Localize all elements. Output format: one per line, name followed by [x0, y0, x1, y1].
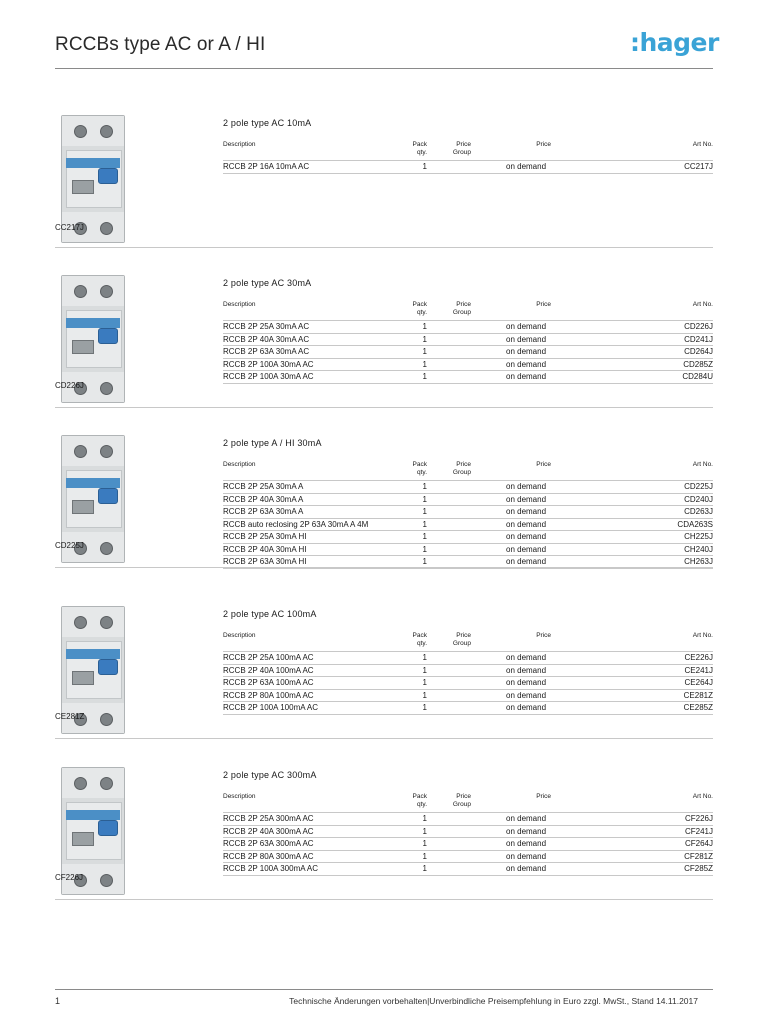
row-price: on demand	[506, 826, 547, 836]
table-header	[223, 631, 713, 652]
row-description: RCCB 2P 100A 30mA AC	[223, 372, 314, 381]
header-price-group: Price Group	[452, 141, 471, 156]
device-label-strip	[66, 649, 120, 659]
header-description: Description	[223, 632, 256, 639]
terminal-screw-icon	[100, 222, 113, 235]
product-image-caption: CD226J	[55, 381, 84, 390]
row-art-no: CD264J	[684, 347, 713, 356]
row-description: RCCB 2P 63A 100mA AC	[223, 678, 314, 687]
header-rule	[55, 68, 713, 69]
product-image-caption: CE281Z	[55, 712, 85, 721]
terminal-screw-icon	[74, 445, 87, 458]
terminal-screw-icon	[100, 445, 113, 458]
header-art-no: Art No.	[692, 632, 713, 639]
terminal-screw-icon	[100, 542, 113, 555]
product-section	[55, 740, 713, 900]
row-price: on demand	[506, 359, 547, 369]
header-price-group: Price Group	[452, 301, 471, 316]
table-header	[223, 460, 713, 481]
terminal-screw-icon	[100, 285, 113, 298]
header-price: Price	[536, 632, 551, 639]
table-row	[223, 544, 713, 557]
row-price: on demand	[506, 851, 547, 861]
table-row	[223, 838, 713, 851]
row-price: on demand	[506, 653, 547, 662]
product-section	[55, 248, 713, 408]
row-pack-qty: 1	[422, 557, 427, 566]
product-table	[223, 792, 713, 876]
section-separator	[55, 738, 713, 739]
table-row	[223, 494, 713, 507]
terminal-screw-icon	[100, 713, 113, 726]
row-pack-qty: 1	[422, 482, 427, 491]
product-section	[55, 408, 713, 568]
row-pack-qty: 1	[422, 814, 427, 823]
header-price: Price	[536, 141, 551, 148]
test-button-icon	[98, 659, 118, 675]
row-pack-qty: 1	[422, 665, 427, 675]
row-art-no: CE241J	[684, 665, 713, 675]
row-price: on demand	[506, 347, 547, 356]
footer-rule	[55, 989, 713, 990]
row-price: on demand	[506, 322, 547, 331]
row-art-no: CF241J	[684, 826, 713, 836]
row-price: on demand	[506, 814, 547, 823]
section-separator	[55, 899, 713, 900]
terminal-screw-icon	[74, 616, 87, 629]
product-image-caption: CC217J	[55, 223, 84, 232]
header-price: Price	[536, 301, 551, 308]
row-art-no: CE285Z	[683, 703, 713, 712]
product-table	[223, 460, 713, 569]
table-row	[223, 321, 713, 334]
row-description: RCCB 2P 40A 30mA A	[223, 494, 304, 504]
row-pack-qty: 1	[422, 162, 427, 171]
row-art-no: CD225J	[684, 482, 713, 491]
table-row	[223, 690, 713, 703]
row-description: RCCB 2P 63A 300mA AC	[223, 839, 314, 848]
row-art-no: CE226J	[684, 653, 713, 662]
product-image-caption: CF226J	[55, 873, 84, 882]
row-art-no: CDA263S	[677, 519, 713, 529]
header-description: Description	[223, 301, 256, 308]
device-top-band	[62, 607, 124, 637]
header-price: Price	[536, 461, 551, 468]
row-description: RCCB 2P 25A 300mA AC	[223, 814, 314, 823]
table-row	[223, 702, 713, 715]
section-title: 2 pole type AC 300mA	[223, 770, 317, 780]
row-pack-qty: 1	[422, 544, 427, 554]
row-pack-qty: 1	[422, 322, 427, 331]
row-price: on demand	[506, 482, 547, 491]
section-separator	[55, 567, 713, 568]
header-pack-qty: Pack qty.	[412, 461, 427, 476]
row-pack-qty: 1	[422, 494, 427, 504]
product-table	[223, 631, 713, 715]
test-button-icon	[98, 328, 118, 344]
product-image-caption: CD225J	[55, 541, 84, 550]
terminal-screw-icon	[100, 874, 113, 887]
table-row	[223, 851, 713, 864]
hager-logo: :hager	[630, 28, 719, 57]
terminal-screw-icon	[100, 382, 113, 395]
device-top-band	[62, 276, 124, 306]
header-art-no: Art No.	[692, 301, 713, 308]
table-row	[223, 359, 713, 372]
product-section	[55, 579, 713, 739]
row-art-no: CF281Z	[684, 851, 713, 861]
row-description: RCCB 2P 25A 30mA A	[223, 482, 304, 491]
table-header	[223, 792, 713, 813]
header-art-no: Art No.	[692, 141, 713, 148]
device-label-strip	[66, 478, 120, 488]
header-description: Description	[223, 461, 256, 468]
row-art-no: CD263J	[684, 507, 713, 516]
switch-lever-icon	[72, 340, 94, 354]
terminal-screw-icon	[100, 125, 113, 138]
row-price: on demand	[506, 839, 547, 848]
row-price: on demand	[506, 507, 547, 516]
header-price-group: Price Group	[452, 793, 471, 808]
header-art-no: Art No.	[692, 461, 713, 468]
product-section	[55, 88, 713, 248]
section-title: 2 pole type AC 30mA	[223, 278, 312, 288]
row-art-no: CD241J	[684, 334, 713, 344]
header-description: Description	[223, 793, 256, 800]
row-art-no: CF285Z	[684, 864, 713, 873]
table-row	[223, 346, 713, 359]
header-pack-qty: Pack qty.	[412, 793, 427, 808]
row-pack-qty: 1	[422, 690, 427, 700]
footer-note: Technische Änderungen vorbehalten|Unverbindliche Preisempfehlung in Euro zzgl. MwSt., Stand 14.11.2017	[289, 996, 698, 1006]
row-price: on demand	[506, 703, 547, 712]
device-top-band	[62, 768, 124, 798]
row-art-no: CE264J	[684, 678, 713, 687]
row-description: RCCB 2P 80A 100mA AC	[223, 690, 314, 700]
row-description: RCCB 2P 100A 100mA AC	[223, 703, 319, 712]
switch-lever-icon	[72, 671, 94, 685]
row-pack-qty: 1	[422, 678, 427, 687]
row-price: on demand	[506, 557, 547, 566]
terminal-screw-icon	[74, 285, 87, 298]
row-description: RCCB 2P 40A 300mA AC	[223, 826, 314, 836]
row-pack-qty: 1	[422, 372, 427, 381]
header-price-group: Price Group	[452, 632, 471, 647]
row-pack-qty: 1	[422, 703, 427, 712]
row-price: on demand	[506, 532, 547, 541]
header-pack-qty: Pack qty.	[412, 632, 427, 647]
row-description: RCCB 2P 25A 30mA AC	[223, 322, 310, 331]
section-title: 2 pole type A / HI 30mA	[223, 438, 322, 448]
test-button-icon	[98, 820, 118, 836]
row-art-no: CD240J	[684, 494, 713, 504]
table-row	[223, 531, 713, 544]
row-description: RCCB 2P 16A 10mA AC	[223, 162, 310, 171]
device-top-band	[62, 436, 124, 466]
table-row	[223, 863, 713, 876]
row-pack-qty: 1	[422, 532, 427, 541]
row-price: on demand	[506, 665, 547, 675]
row-art-no: CD285Z	[683, 359, 713, 369]
terminal-screw-icon	[74, 125, 87, 138]
product-table	[223, 300, 713, 384]
header-price-group: Price Group	[452, 461, 471, 476]
row-pack-qty: 1	[422, 839, 427, 848]
test-button-icon	[98, 168, 118, 184]
terminal-screw-icon	[74, 777, 87, 790]
row-pack-qty: 1	[422, 507, 427, 516]
table-row	[223, 677, 713, 690]
row-description: RCCB 2P 25A 30mA HI	[223, 532, 307, 541]
device-label-strip	[66, 158, 120, 168]
row-art-no: CE281Z	[683, 690, 713, 700]
row-pack-qty: 1	[422, 359, 427, 369]
row-pack-qty: 1	[422, 519, 427, 529]
device-top-band	[62, 116, 124, 146]
row-art-no: CF226J	[684, 814, 713, 823]
row-art-no: CH225J	[684, 532, 713, 541]
table-row	[223, 506, 713, 519]
terminal-screw-icon	[100, 777, 113, 790]
device-label-strip	[66, 318, 120, 328]
row-description: RCCB 2P 63A 30mA A	[223, 507, 304, 516]
row-description: RCCB 2P 40A 30mA HI	[223, 544, 307, 554]
table-row	[223, 813, 713, 826]
row-pack-qty: 1	[422, 826, 427, 836]
table-row	[223, 665, 713, 678]
header-pack-qty: Pack qty.	[412, 301, 427, 316]
section-title: 2 pole type AC 10mA	[223, 118, 312, 128]
row-pack-qty: 1	[422, 653, 427, 662]
row-description: RCCB auto reclosing 2P 63A 30mA A 4M	[223, 519, 369, 529]
product-table	[223, 140, 713, 174]
switch-lever-icon	[72, 180, 94, 194]
switch-lever-icon	[72, 500, 94, 514]
row-price: on demand	[506, 678, 547, 687]
row-pack-qty: 1	[422, 334, 427, 344]
header-description: Description	[223, 141, 256, 148]
row-price: on demand	[506, 544, 547, 554]
row-price: on demand	[506, 372, 547, 381]
switch-lever-icon	[72, 832, 94, 846]
header-art-no: Art No.	[692, 793, 713, 800]
row-art-no: CD226J	[684, 322, 713, 331]
table-row	[223, 334, 713, 347]
table-header	[223, 140, 713, 161]
row-pack-qty: 1	[422, 864, 427, 873]
row-art-no: CD284U	[682, 372, 713, 381]
row-description: RCCB 2P 40A 30mA AC	[223, 334, 310, 344]
header-price: Price	[536, 793, 551, 800]
row-art-no: CF264J	[684, 839, 713, 848]
row-pack-qty: 1	[422, 851, 427, 861]
terminal-screw-icon	[100, 616, 113, 629]
table-row	[223, 161, 713, 174]
table-row	[223, 519, 713, 532]
table-header	[223, 300, 713, 321]
header-pack-qty: Pack qty.	[412, 141, 427, 156]
row-price: on demand	[506, 494, 547, 504]
row-art-no: CH263J	[684, 557, 713, 566]
row-price: on demand	[506, 162, 547, 171]
row-price: on demand	[506, 690, 547, 700]
device-label-strip	[66, 810, 120, 820]
row-description: RCCB 2P 40A 100mA AC	[223, 665, 314, 675]
section-title: 2 pole type AC 100mA	[223, 609, 317, 619]
row-pack-qty: 1	[422, 347, 427, 356]
row-description: RCCB 2P 80A 300mA AC	[223, 851, 314, 861]
row-description: RCCB 2P 100A 30mA AC	[223, 359, 314, 369]
row-art-no: CH240J	[684, 544, 713, 554]
row-description: RCCB 2P 63A 30mA HI	[223, 557, 307, 566]
row-description: RCCB 2P 25A 100mA AC	[223, 653, 314, 662]
row-price: on demand	[506, 519, 547, 529]
test-button-icon	[98, 488, 118, 504]
row-description: RCCB 2P 63A 30mA AC	[223, 347, 310, 356]
row-price: on demand	[506, 864, 547, 873]
row-description: RCCB 2P 100A 300mA AC	[223, 864, 319, 873]
table-row	[223, 481, 713, 494]
table-row	[223, 652, 713, 665]
page-title: RCCBs type AC or A / HI	[55, 34, 266, 55]
table-row	[223, 826, 713, 839]
row-price: on demand	[506, 334, 547, 344]
page-number: 1	[55, 996, 61, 1006]
row-art-no: CC217J	[684, 162, 713, 171]
table-row	[223, 371, 713, 384]
